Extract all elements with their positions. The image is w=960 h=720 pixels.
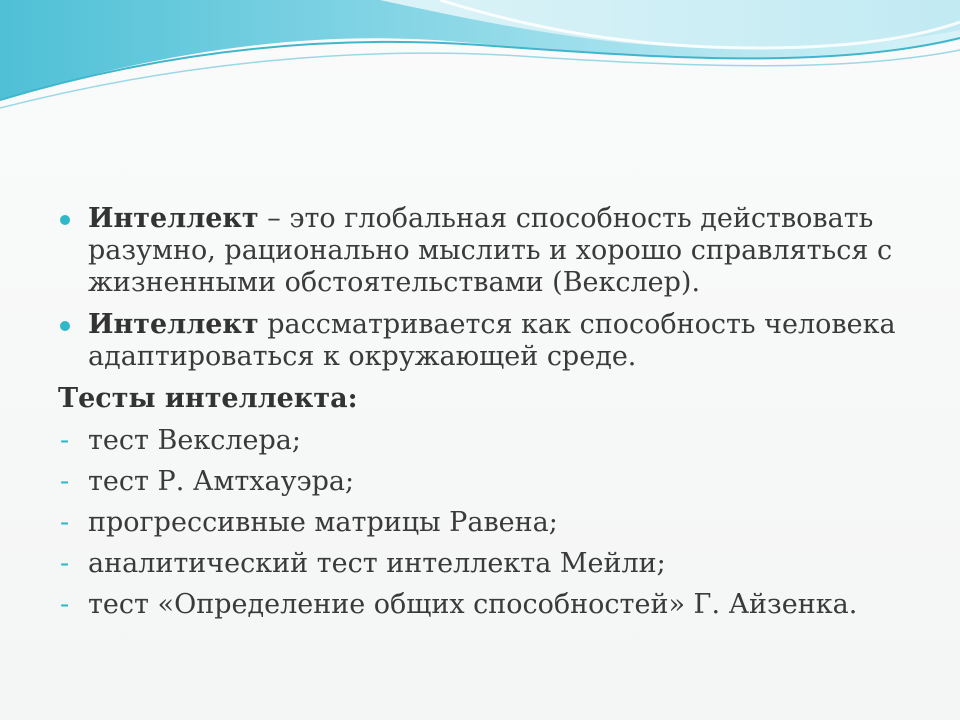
dash-icon: - — [60, 425, 70, 456]
bullet-term: Интеллект — [88, 309, 259, 340]
bullet-item — [58, 309, 928, 373]
bullet-item — [58, 203, 928, 299]
list-item-text: аналитический тест интеллекта Мейли; — [88, 548, 666, 579]
list-item-text: прогрессивные матрицы Равена; — [88, 507, 558, 538]
bullet-text: жизненными обстоятельствами (Векслер). — [88, 267, 701, 298]
list-item-text: тест Векслера; — [88, 425, 301, 456]
list-item-text: тест Р. Амтхауэра; — [88, 466, 355, 497]
slide-content — [58, 203, 928, 630]
bullet-dot-icon — [60, 321, 70, 331]
list-item — [58, 507, 928, 539]
bullet-text: – это глобальная способность действовать — [258, 203, 874, 234]
bullet-text: рассматривается как способность человека — [258, 309, 896, 340]
dash-icon: - — [60, 548, 70, 579]
bullet-text: адаптироваться к окружающей среде. — [88, 341, 637, 372]
list-item-text: тест «Определение общих способностей» Г. Айзенка. — [88, 589, 858, 620]
dash-icon: - — [60, 589, 70, 620]
list-item — [58, 589, 928, 621]
list-item — [58, 425, 928, 457]
bullet-dot-icon — [60, 215, 70, 225]
bullet-text: разумно, рационально мыслить и хорошо справляться с — [88, 235, 893, 266]
dash-icon: - — [60, 507, 70, 538]
decorative-wave-header — [0, 0, 960, 130]
bullet-term: Интеллект — [88, 203, 259, 234]
tests-heading: Тесты интеллекта: — [58, 383, 358, 414]
dash-icon: - — [60, 466, 70, 497]
list-item — [58, 466, 928, 498]
list-item — [58, 548, 928, 580]
